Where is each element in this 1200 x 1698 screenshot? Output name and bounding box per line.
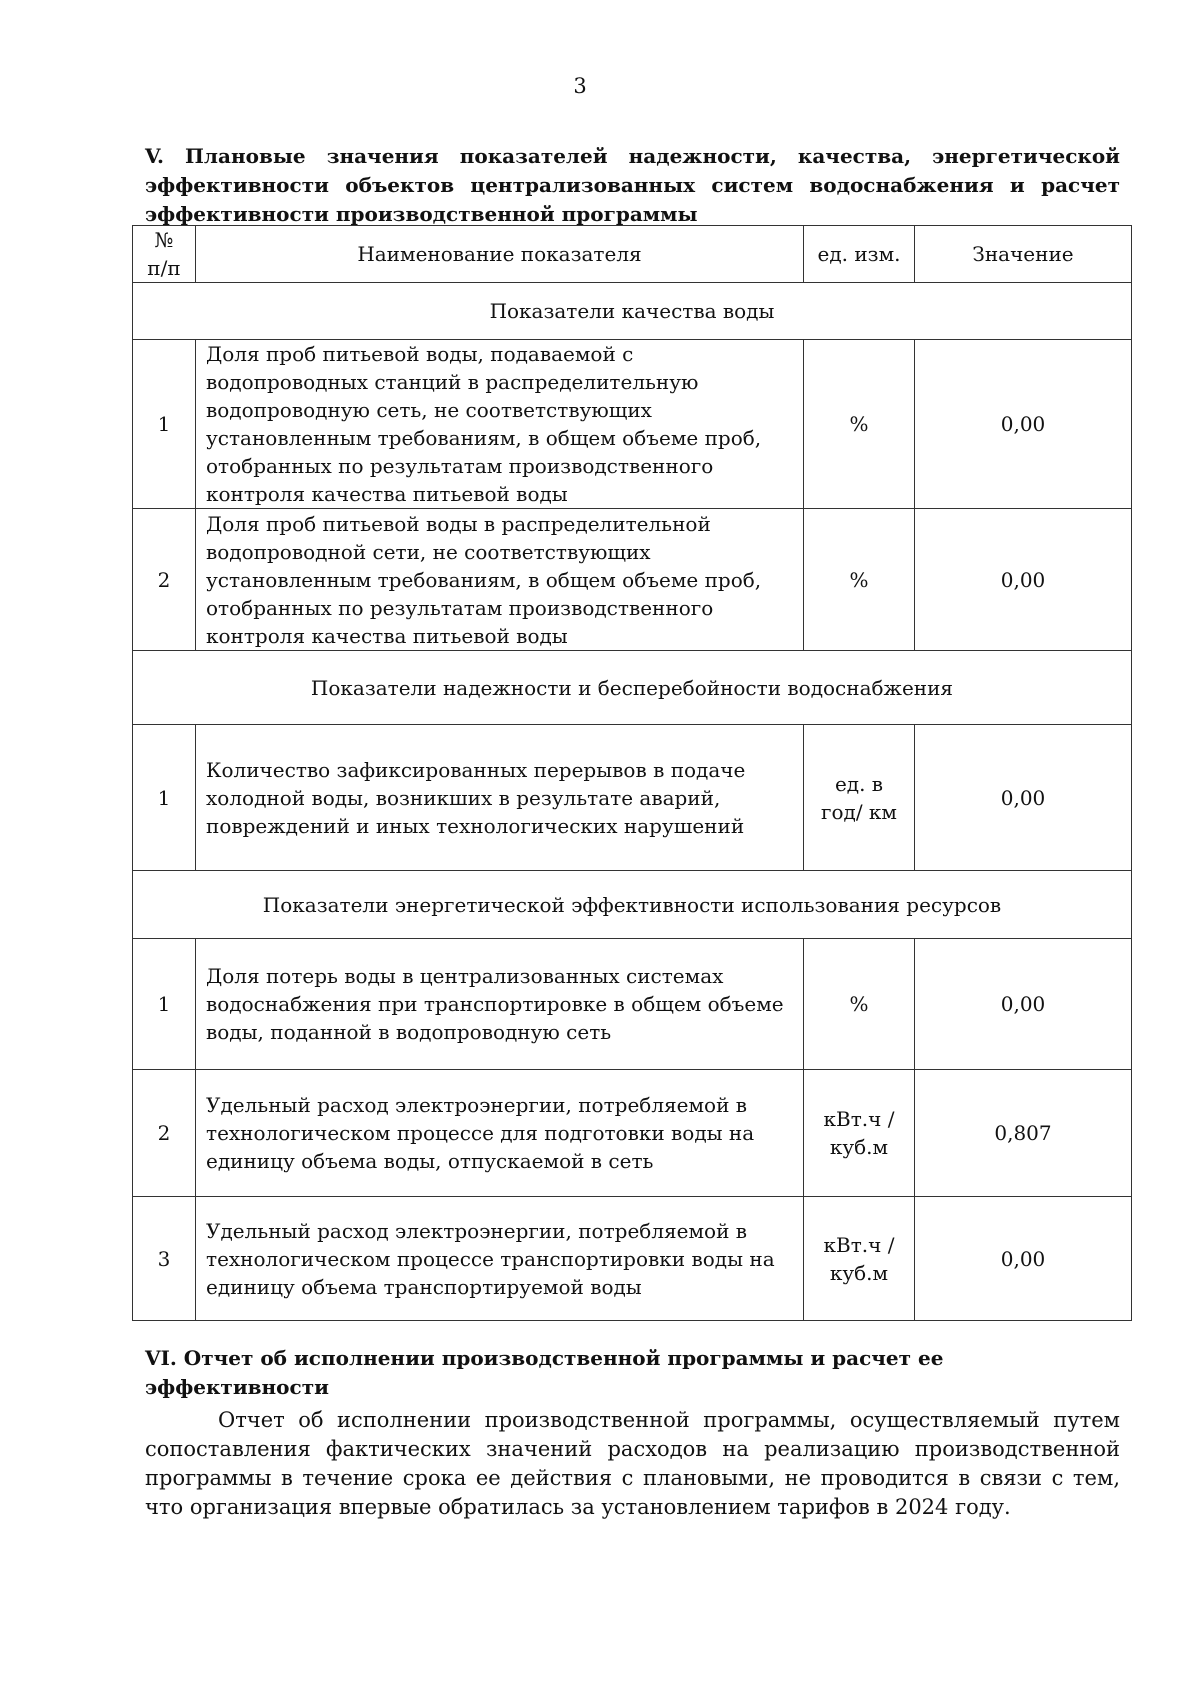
row-unit: ед. в год/ км	[804, 725, 915, 871]
row-unit: %	[804, 509, 915, 651]
section-6-title: VI. Отчет об исполнении производственной программы и расчет ее эффективности	[145, 1346, 944, 1399]
header-value: Значение	[915, 226, 1132, 283]
table-row	[133, 1070, 1132, 1197]
group-row	[133, 651, 1132, 725]
row-unit: кВт.ч / куб.м	[804, 1070, 915, 1197]
row-name: Доля потерь воды в централизованных системах водоснабжения при транспортировке в общем объеме воды, поданной в водопроводную сеть	[196, 939, 804, 1070]
group-row	[133, 871, 1132, 939]
row-name: Удельный расход электроэнергии, потребляемой в технологическом процессе транспортировки воды на единицу объема транспортируемой воды	[196, 1197, 804, 1321]
row-value: 0,00	[915, 340, 1132, 509]
row-unit: кВт.ч / куб.м	[804, 1197, 915, 1321]
row-num: 1	[133, 939, 196, 1070]
row-value: 0,00	[915, 725, 1132, 871]
row-name: Удельный расход электроэнергии, потребляемой в технологическом процессе для подготовки воды на единицу объема воды, отпускаемой в сеть	[196, 1070, 804, 1197]
row-name: Количество зафиксированных перерывов в подаче холодной воды, возникших в результате аварий, повреждений и иных технологических нарушений	[196, 725, 804, 871]
group-title: Показатели надежности и бесперебойности водоснабжения	[133, 651, 1132, 725]
indicators-table	[132, 225, 1132, 1321]
header-unit: ед. изм.	[804, 226, 915, 283]
group-title: Показатели качества воды	[133, 283, 1132, 340]
row-name: Доля проб питьевой воды в распределительной водопроводной сети, не соответствующих установленным требованиям, в общем объеме проб, отобранных по результатам производственного контроля качества питьевой воды	[196, 509, 804, 651]
row-num: 1	[133, 725, 196, 871]
row-value: 0,00	[915, 1197, 1132, 1321]
row-num: 3	[133, 1197, 196, 1321]
table-header-row	[133, 226, 1132, 283]
group-row	[133, 283, 1132, 340]
row-num: 1	[133, 340, 196, 509]
row-value: 0,00	[915, 509, 1132, 651]
table-row	[133, 509, 1132, 651]
row-value: 0,807	[915, 1070, 1132, 1197]
row-num: 2	[133, 1070, 196, 1197]
header-num: № п/п	[133, 226, 196, 283]
row-unit: %	[804, 939, 915, 1070]
group-title: Показатели энергетической эффективности использования ресурсов	[133, 871, 1132, 939]
section-6-paragraph: Отчет об исполнении производственной программы, осуществляемый путем сопоставления фактических значений расходов на реализацию производственной программы в течение срока ее действия с плановыми, не проводится в связи с тем, что организация впервые обратилась за установлением тарифов в 2024 году.	[145, 1408, 1120, 1519]
row-name: Доля проб питьевой воды, подаваемой с водопроводных станций в распределительную водопроводную сеть, не соответствующих установленным требованиям, в общем объеме проб, отобранных по результатам производственного контроля качества питьевой воды	[196, 340, 804, 509]
section-5-title: V. Плановые значения показателей надежности, качества, энергетической эффективности объектов централизованных систем водоснабжения и расчет эффективности производственной программы	[145, 144, 1120, 226]
row-value: 0,00	[915, 939, 1132, 1070]
table-row	[133, 1197, 1132, 1321]
table-row	[133, 725, 1132, 871]
row-unit: %	[804, 340, 915, 509]
row-num: 2	[133, 509, 196, 651]
table-row	[133, 340, 1132, 509]
header-name: Наименование показателя	[196, 226, 804, 283]
table-row	[133, 939, 1132, 1070]
page-number: 3	[573, 74, 587, 98]
